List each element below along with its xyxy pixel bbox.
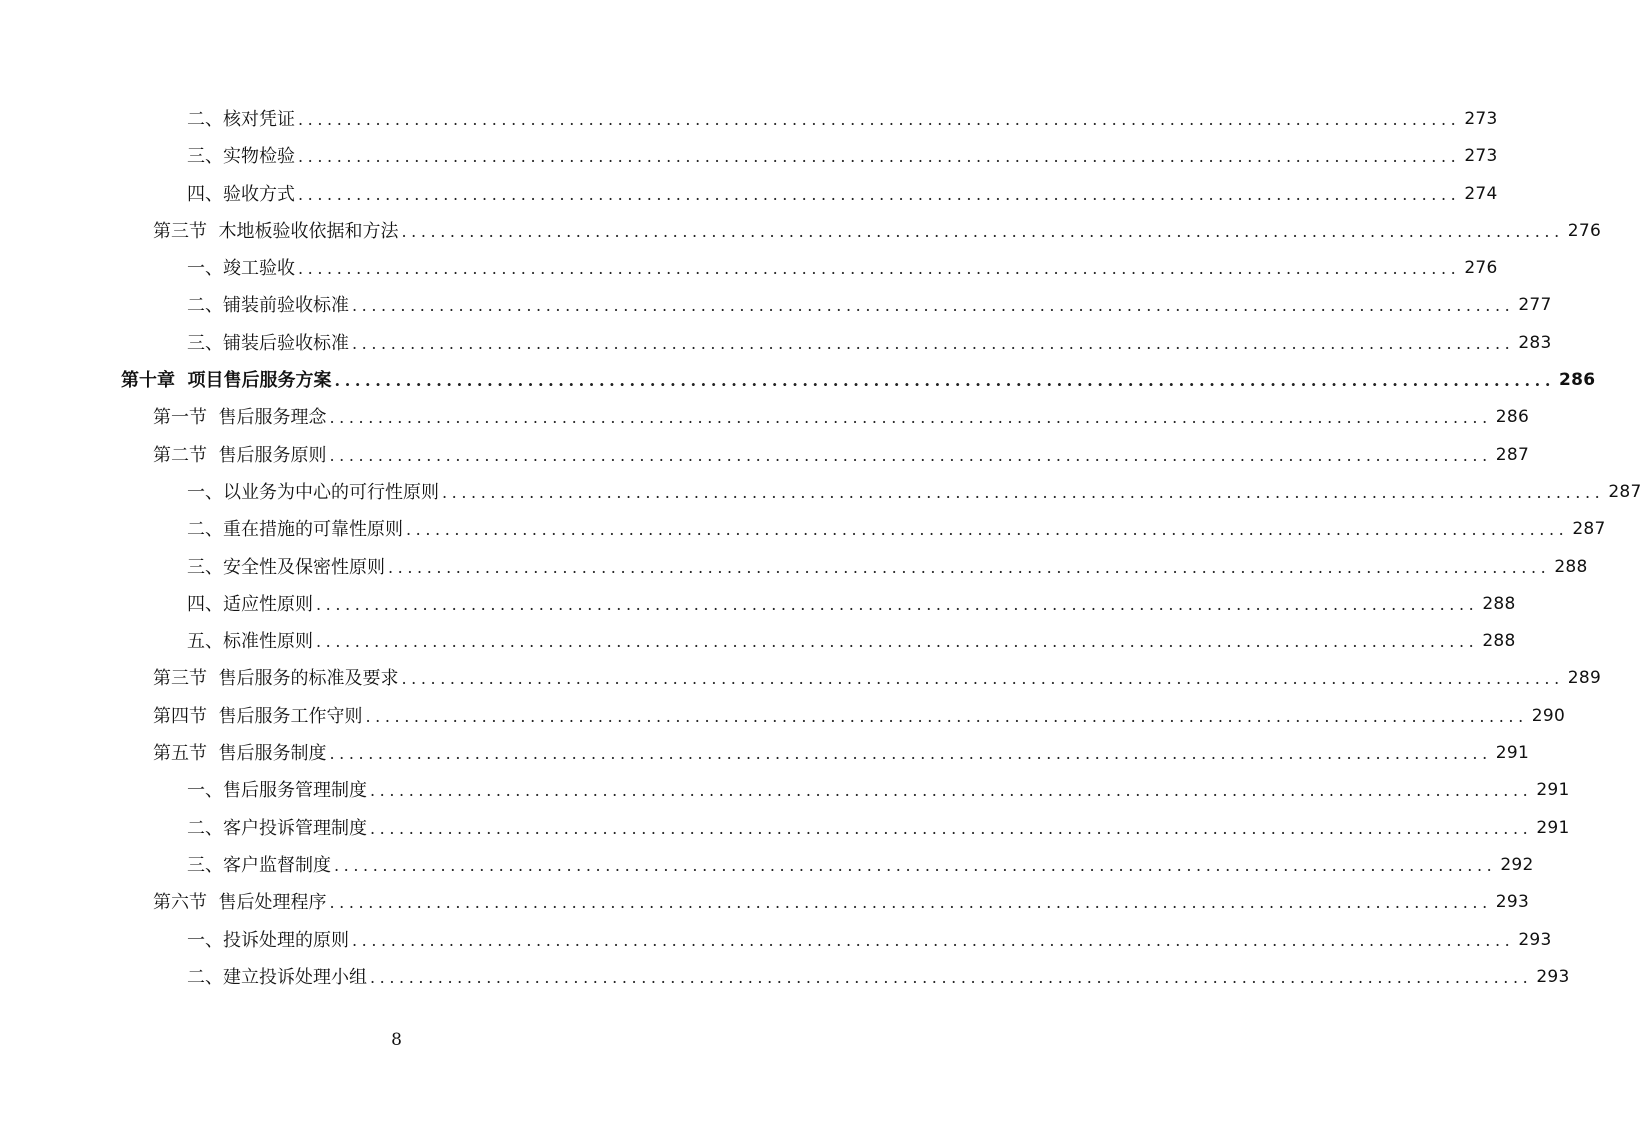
toc-entry-page-number: 288 xyxy=(1554,556,1588,577)
toc-section-entry[interactable] xyxy=(0,735,1530,772)
toc-subsection-entry[interactable] xyxy=(0,511,1606,548)
toc-subsection-entry[interactable] xyxy=(0,922,1552,959)
toc-dot-leader: ........................................................................................................................ xyxy=(365,706,1528,726)
toc-dot-leader: ........................................................................................................................ xyxy=(316,632,1479,652)
toc-entry-title: 三、实物检验 xyxy=(187,146,295,168)
toc-entry-page-number: 286 xyxy=(1495,407,1530,428)
toc-subsection-entry[interactable] xyxy=(0,474,1642,511)
toc-section-entry[interactable] xyxy=(0,660,1602,697)
toc-subsection-entry[interactable] xyxy=(0,847,1534,884)
toc-section-entry[interactable] xyxy=(0,698,1566,735)
toc-dot-leader: ........................................................................................................................ xyxy=(401,669,1564,689)
toc-subsection-entry[interactable] xyxy=(0,138,1498,175)
toc-entry-page-number: 277 xyxy=(1518,295,1552,316)
toc-entry-page-number: 273 xyxy=(1464,146,1498,167)
toc-entry-page-number: 293 xyxy=(1536,966,1570,987)
toc-dot-leader: ........................................................................................................................ xyxy=(388,557,1551,577)
toc-dot-leader: ........................................................................................................................ xyxy=(316,594,1479,614)
toc-subsection-entry[interactable] xyxy=(0,959,1570,996)
toc-entry-page-number: 293 xyxy=(1495,892,1530,913)
toc-entry-title: 二、建立投诉处理小组 xyxy=(187,966,367,988)
toc-dot-leader: ........................................................................................................................ xyxy=(298,147,1461,167)
toc-dot-leader: ........................................................................................................................ xyxy=(329,744,1492,764)
toc-entry-title: 一、以业务为中心的可行性原则 xyxy=(187,481,439,503)
toc-dot-leader: ........................................................................................................................ xyxy=(442,482,1605,502)
toc-section-entry[interactable] xyxy=(0,884,1530,921)
toc-entry-page-number: 293 xyxy=(1518,929,1552,950)
toc-section-entry[interactable] xyxy=(0,399,1530,436)
toc-entry-title: 第六节 售后处理程序 xyxy=(153,892,327,914)
toc-subsection-entry[interactable] xyxy=(0,325,1552,362)
toc-entry-page-number: 292 xyxy=(1500,854,1534,875)
toc-dot-leader: ........................................................................................................................ xyxy=(352,333,1515,353)
toc-section-entry[interactable] xyxy=(0,437,1530,474)
toc-entry-title: 第十章 项目售后服务方案 xyxy=(121,370,332,392)
toc-entry-title: 第三节 木地板验收依据和方法 xyxy=(153,220,399,242)
toc-entry-title: 二、客户投诉管理制度 xyxy=(187,817,367,839)
toc-subsection-entry[interactable] xyxy=(0,250,1498,287)
toc-entry-title: 第三节 售后服务的标准及要求 xyxy=(153,668,399,690)
toc-dot-leader: ........................................................................................................................ xyxy=(329,445,1492,465)
toc-subsection-entry[interactable] xyxy=(0,176,1498,213)
toc-entry-title: 一、投诉处理的原则 xyxy=(187,929,349,951)
toc-entry-title: 三、铺装后验收标准 xyxy=(187,332,349,354)
page-number: 8 xyxy=(391,1030,402,1050)
toc-dot-leader: ........................................................................................................................ xyxy=(406,520,1569,540)
toc-entry-page-number: 287 xyxy=(1572,519,1606,540)
toc-section-entry[interactable] xyxy=(0,213,1602,250)
toc-entry-page-number: 291 xyxy=(1536,780,1570,801)
toc-entry-title: 第五节 售后服务制度 xyxy=(153,743,327,765)
toc-subsection-entry[interactable] xyxy=(0,549,1588,586)
toc-entry-page-number: 291 xyxy=(1495,743,1530,764)
toc-subsection-entry[interactable] xyxy=(0,772,1570,809)
toc-entry-page-number: 273 xyxy=(1464,109,1498,129)
table-of-contents xyxy=(0,101,1642,996)
toc-entry-title: 三、安全性及保密性原则 xyxy=(187,556,385,578)
toc-dot-leader: ........................................................................................................................ xyxy=(329,408,1492,428)
toc-entry-title: 第四节 售后服务工作守则 xyxy=(153,705,363,727)
toc-subsection-entry[interactable] xyxy=(0,586,1516,623)
toc-entry-page-number: 291 xyxy=(1536,817,1570,838)
toc-dot-leader: ........................................................................................................................ xyxy=(352,296,1515,316)
toc-dot-leader: ........................................................................................................................ xyxy=(370,818,1533,838)
toc-dot-leader: ........................................................................................................................ xyxy=(352,930,1515,950)
toc-entry-title: 四、适应性原则 xyxy=(187,593,313,615)
toc-subsection-entry[interactable] xyxy=(0,810,1570,847)
toc-chapter-entry[interactable] xyxy=(0,362,1596,399)
toc-entry-title: 一、售后服务管理制度 xyxy=(187,780,367,802)
toc-entry-title: 四、验收方式 xyxy=(187,183,295,205)
toc-entry-title: 二、核对凭证 xyxy=(187,109,295,130)
toc-entry-title: 三、客户监督制度 xyxy=(187,854,331,876)
toc-dot-leader: ........................................................................................................................ xyxy=(334,371,1555,391)
toc-entry-page-number: 287 xyxy=(1608,481,1642,502)
toc-entry-page-number: 289 xyxy=(1567,668,1602,689)
toc-subsection-entry[interactable] xyxy=(0,287,1552,324)
toc-dot-leader: ........................................................................................................................ xyxy=(298,110,1461,129)
toc-dot-leader: ........................................................................................................................ xyxy=(329,893,1492,913)
toc-subsection-entry[interactable] xyxy=(0,623,1516,660)
toc-dot-leader: ........................................................................................................................ xyxy=(370,781,1533,801)
toc-dot-leader: ........................................................................................................................ xyxy=(298,259,1461,279)
toc-dot-leader: ........................................................................................................................ xyxy=(370,967,1533,987)
toc-entry-page-number: 283 xyxy=(1518,332,1552,353)
toc-dot-leader: ........................................................................................................................ xyxy=(298,184,1461,204)
toc-dot-leader: ........................................................................................................................ xyxy=(334,855,1497,875)
toc-entry-page-number: 274 xyxy=(1464,183,1498,204)
toc-subsection-entry[interactable] xyxy=(0,101,1498,138)
toc-entry-page-number: 288 xyxy=(1482,631,1516,652)
toc-entry-page-number: 287 xyxy=(1495,444,1530,465)
toc-dot-leader: ........................................................................................................................ xyxy=(401,221,1564,241)
toc-entry-title: 第一节 售后服务理念 xyxy=(153,407,327,429)
toc-entry-page-number: 290 xyxy=(1531,705,1566,726)
toc-entry-page-number: 276 xyxy=(1567,220,1602,241)
toc-entry-page-number: 276 xyxy=(1464,258,1498,279)
toc-entry-title: 第二节 售后服务原则 xyxy=(153,444,327,466)
toc-entry-page-number: 288 xyxy=(1482,593,1516,614)
toc-entry-title: 二、重在措施的可靠性原则 xyxy=(187,519,403,541)
toc-entry-page-number: 286 xyxy=(1558,370,1596,391)
toc-entry-title: 五、标准性原则 xyxy=(187,631,313,653)
toc-entry-title: 一、竣工验收 xyxy=(187,258,295,280)
toc-entry-title: 二、铺装前验收标准 xyxy=(187,295,349,317)
